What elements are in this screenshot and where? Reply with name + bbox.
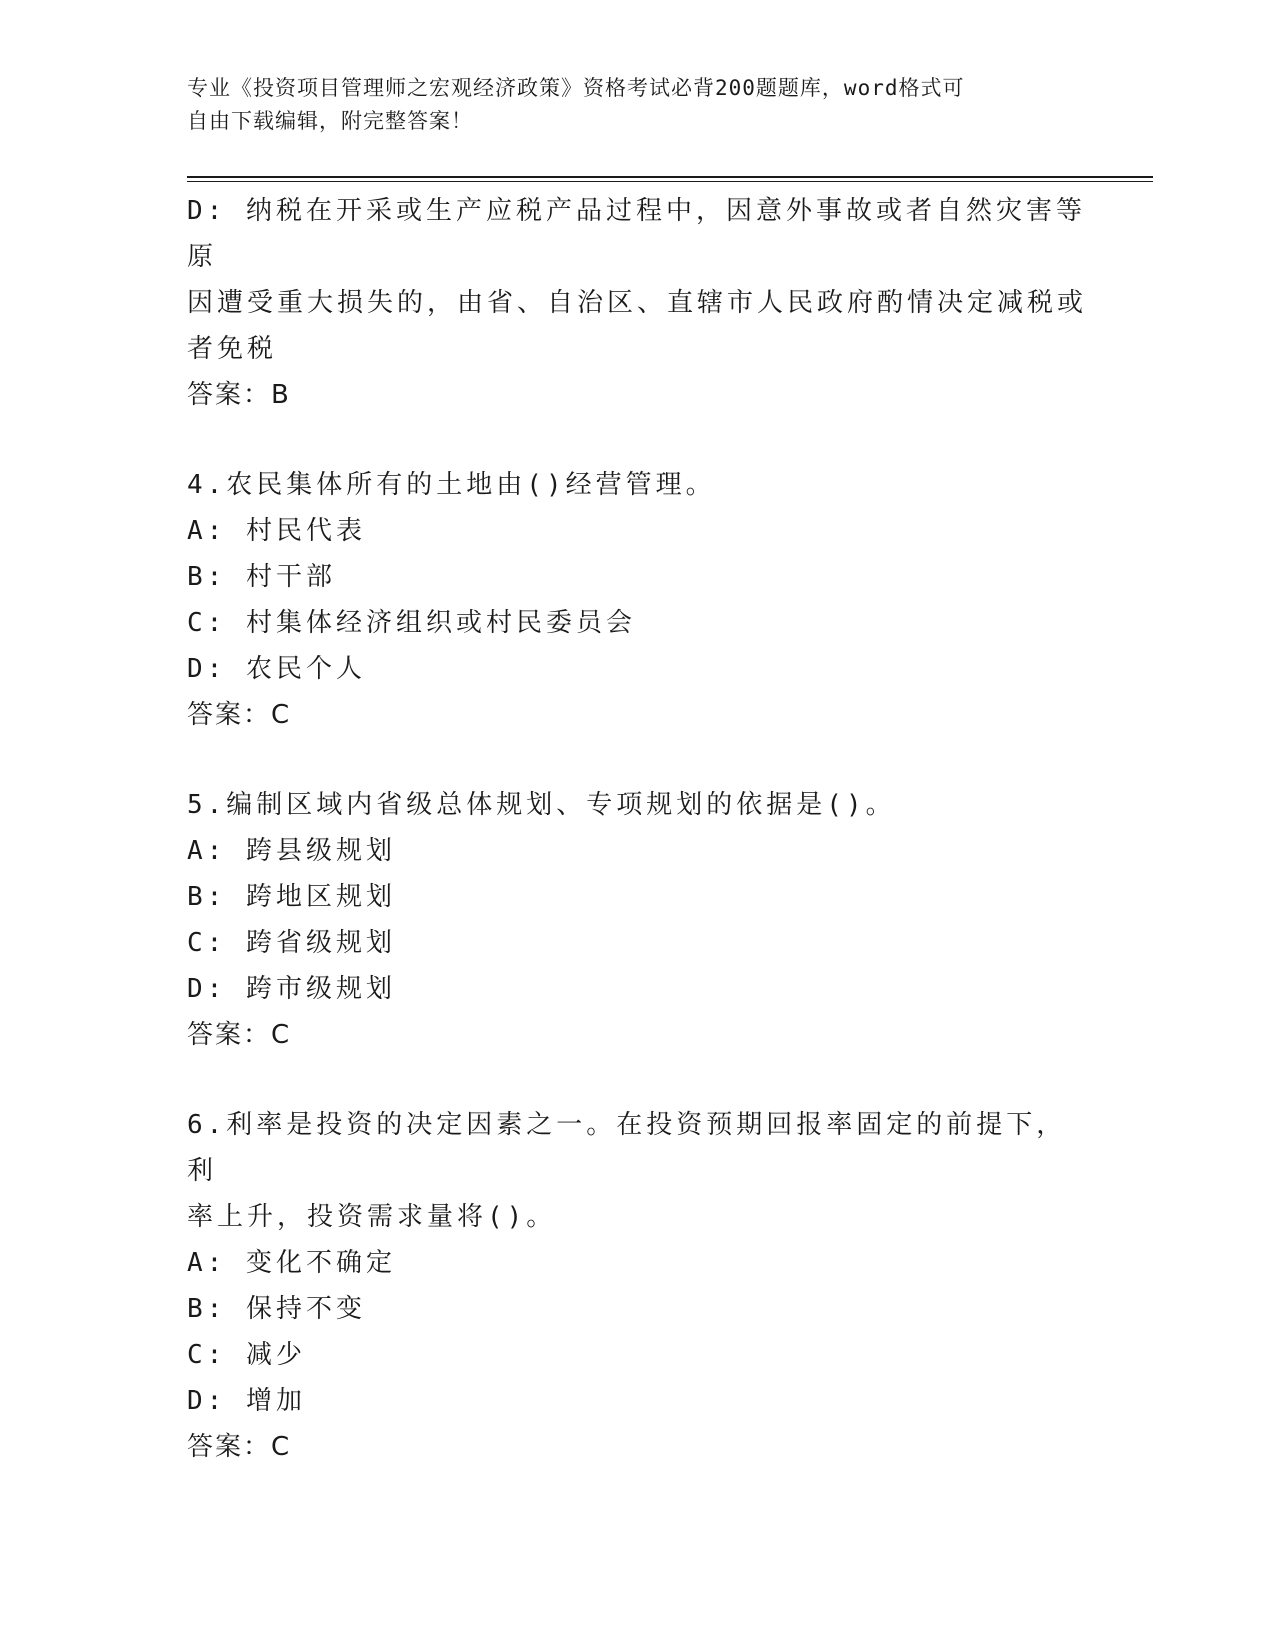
option-b: B: 跨地区规划 [187, 882, 396, 912]
question-block [187, 782, 1087, 1058]
option-b: B: 保持不变 [187, 1294, 366, 1324]
answer-line: 答案：B [187, 380, 291, 410]
question-stem-line-1: 6.利率是投资的决定因素之一。在投资预期回报率固定的前提下，利 [187, 1110, 1067, 1186]
option-d: D: 增加 [187, 1386, 306, 1416]
option-a: A: 变化不确定 [187, 1248, 396, 1278]
question-block [187, 1102, 1087, 1470]
option-b: B: 村干部 [187, 562, 336, 592]
question-stem: 4.农民集体所有的土地由()经营管理。 [187, 470, 716, 500]
option-c: C: 村集体经济组织或村民委员会 [187, 608, 636, 638]
option-a: A: 村民代表 [187, 516, 366, 546]
option-d-line-1: D: 纳税在开采或生产应税产品过程中，因意外事故或者自然灾害等原 [187, 196, 1086, 272]
header-line-2: 自由下载编辑，附完整答案！ [187, 109, 473, 133]
spacer [187, 1058, 1087, 1102]
answer-line: 答案：C [187, 1020, 292, 1050]
prev-question-block [187, 188, 1087, 418]
header-divider-thick [187, 176, 1153, 178]
answer-line: 答案：C [187, 700, 292, 730]
header-divider-thin [187, 181, 1153, 182]
header-line-1: 专业《投资项目管理师之宏观经济政策》资格考试必背200题题库，word格式可 [187, 76, 965, 100]
answer-line: 答案：C [187, 1432, 292, 1462]
option-d-line-2: 因遭受重大损失的，由省、自治区、直辖市人民政府酌情决定减税或 [187, 288, 1088, 318]
option-d: D: 跨市级规划 [187, 974, 396, 1004]
spacer [187, 738, 1087, 782]
option-d-line-3: 者免税 [187, 334, 278, 364]
option-a: A: 跨县级规划 [187, 836, 396, 866]
question-block [187, 462, 1087, 738]
question-content [187, 188, 1087, 1470]
question-stem-line-2: 率上升，投资需求量将()。 [187, 1202, 557, 1232]
document-header [187, 72, 1067, 138]
question-stem: 5.编制区域内省级总体规划、专项规划的依据是()。 [187, 790, 896, 820]
option-d: D: 农民个人 [187, 654, 366, 684]
option-c: C: 跨省级规划 [187, 928, 396, 958]
spacer [187, 418, 1087, 462]
option-c: C: 减少 [187, 1340, 306, 1370]
